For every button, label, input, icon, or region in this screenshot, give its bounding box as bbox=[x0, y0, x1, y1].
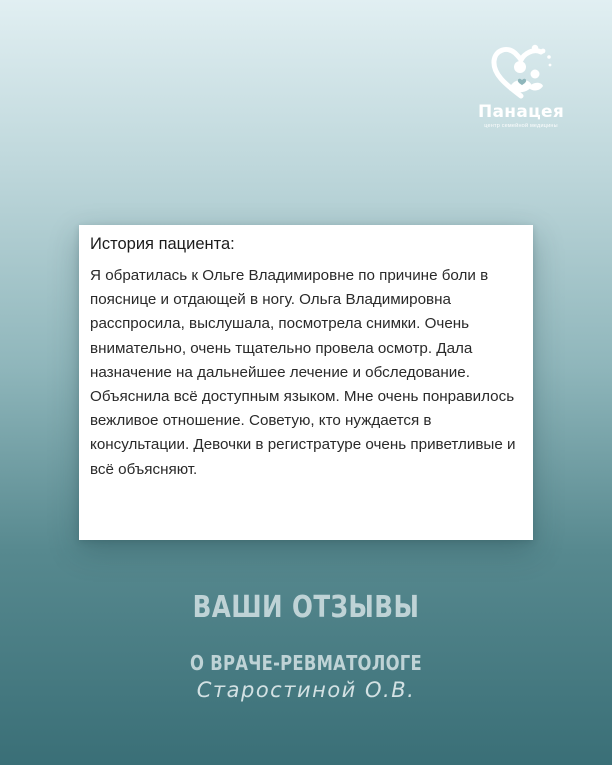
brand-logo bbox=[462, 40, 580, 136]
brand-name: Панацея bbox=[477, 102, 565, 122]
headline: ВАШИ ОТЗЫВЫ bbox=[192, 590, 420, 625]
review-text: Я обратилась к Ольге Владимировне по причине боли в пояснице и отдающей в ногу. Ольга Владимировна расспросила, выслушала, посмотрела снимки. Очень внимательно, очень тщательно провела осмотр. Дала назначение на дальнейшее лечение и обследование. Объяснила всё доступным языком. Мне очень понравилось вежливое отношение. Советую, кто нуждается в консультации. Девочки в регистратуре очень приветливые и всё объясняют. bbox=[90, 267, 516, 478]
review-card bbox=[79, 225, 533, 540]
brand-tagline: центр семейной медицины bbox=[484, 123, 558, 129]
heart-family-logo-icon bbox=[485, 40, 557, 100]
doctor-name: Старостиной О.В. bbox=[196, 678, 416, 702]
review-title: История пациента: bbox=[90, 235, 235, 253]
subheadline: О ВРАЧЕ-РЕВМАТОЛОГЕ bbox=[190, 651, 422, 675]
